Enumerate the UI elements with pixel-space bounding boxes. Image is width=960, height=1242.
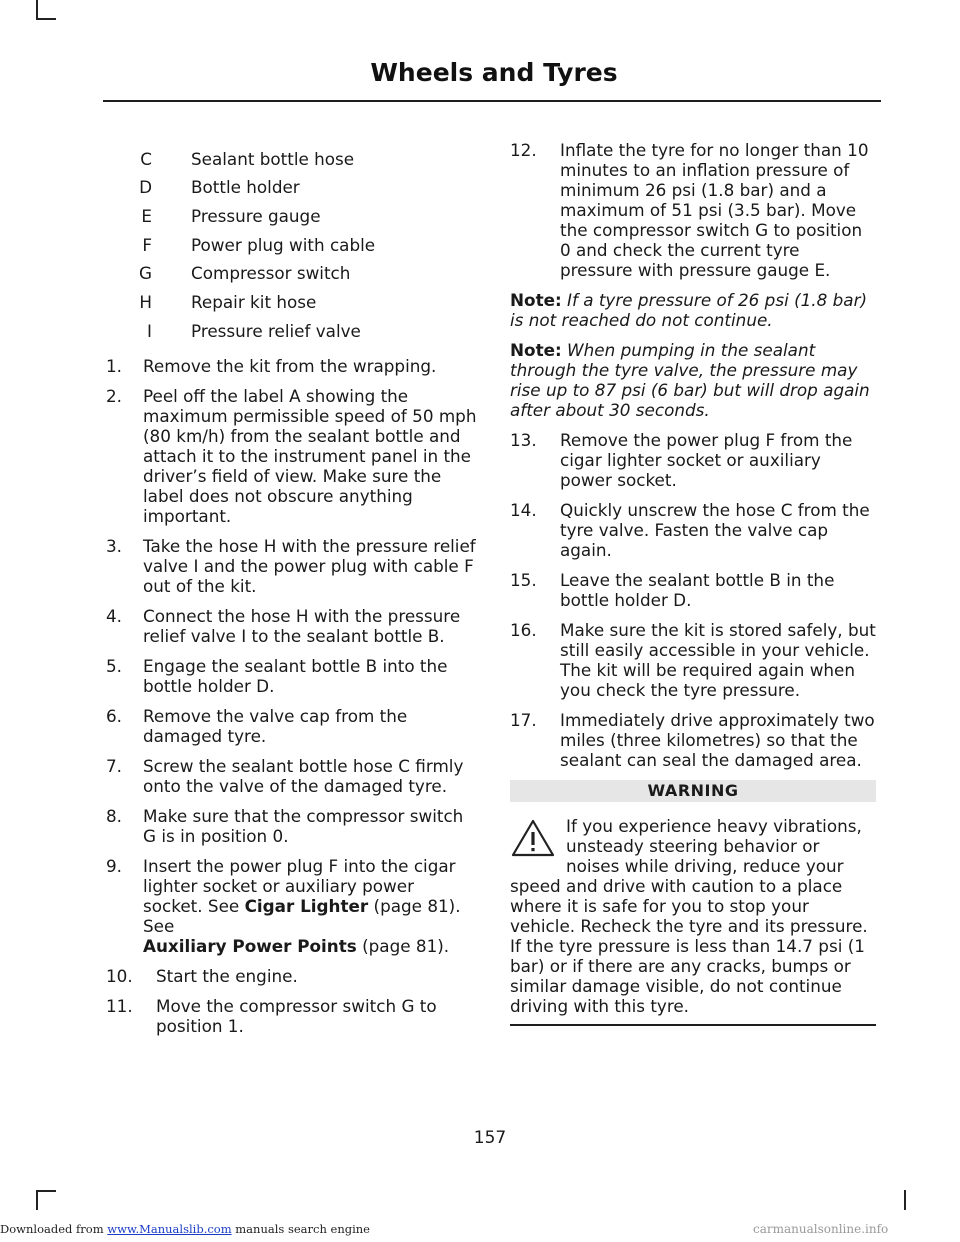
note (510, 340, 876, 420)
legend-label: Repair kit hose (191, 292, 317, 312)
page-ref: (page 81). (373, 896, 461, 916)
step-text: Engage the sealant bottle B into the bottle holder D. (143, 656, 448, 696)
crop-mark-bottom-left-h (36, 1190, 56, 1192)
step-number: 4. (106, 606, 123, 626)
instruction-step (106, 806, 478, 846)
footer-suffix: manuals search engine (235, 1222, 370, 1236)
instruction-step (510, 570, 876, 610)
download-footer (0, 1222, 370, 1236)
note-label: Note: (510, 340, 562, 360)
step-text: Screw the sealant bottle hose C firmly onto the valve of the damaged tyre. (143, 756, 464, 796)
step-number: 15. (510, 570, 537, 590)
step-text: Quickly unscrew the hose C from the tyre valve. Fasten the valve cap again. (560, 500, 870, 560)
instruction-step (106, 536, 478, 596)
crop-mark-bottom-right-v (904, 1190, 906, 1210)
step-text: Remove the kit from the wrapping. (143, 356, 437, 376)
step-number: 6. (106, 706, 123, 726)
legend-key: E (141, 206, 152, 226)
legend-key: I (147, 321, 152, 341)
step-text: Remove the power plug F from the cigar lighter socket or auxiliary power socket. (560, 430, 853, 490)
step-text-body: Insert the power plug F into the cigar lighter socket or auxiliary power socket. See (143, 856, 456, 916)
legend-key: D (139, 177, 152, 197)
step-number: 5. (106, 656, 123, 676)
step-number: 8. (106, 806, 123, 826)
auxiliary-power-points-link[interactable]: Auxiliary Power Points (143, 936, 357, 956)
legend-label: Pressure gauge (191, 206, 321, 226)
step-number: 13. (510, 430, 537, 450)
step-text: Start the engine. (156, 966, 298, 986)
cigar-lighter-link[interactable]: Cigar Lighter (244, 896, 369, 916)
instruction-step (106, 606, 478, 646)
step-text: Inflate the tyre for no longer than 10 minutes to an inflation pressure of minimum 26 psi (1.8 bar) and a maximum of 51 psi (3.5 bar). Move the compressor switch G to position 0 and check the current tyre pressure with pressure gauge E. (560, 140, 869, 280)
instruction-step (106, 386, 478, 526)
left-column (106, 356, 478, 1046)
instruction-step (106, 756, 478, 796)
footer-prefix: Downloaded from (0, 1222, 104, 1236)
step-text: Connect the hose H with the pressure relief valve I to the sealant bottle B. (143, 606, 461, 646)
page-number: 157 (473, 1128, 507, 1148)
legend-label: Power plug with cable (191, 235, 376, 255)
step-text: Leave the sealant bottle B in the bottle holder D. (560, 570, 835, 610)
step-number: 2. (106, 386, 123, 406)
crop-mark-bottom-left-v (36, 1190, 38, 1210)
legend-key: H (139, 292, 152, 312)
crop-mark-top-left-v (36, 0, 38, 20)
note-text: If a tyre pressure of 26 psi (1.8 bar) is not reached do not continue. (510, 290, 868, 330)
step-text: Make sure the kit is stored safely, but still easily accessible in your vehicle. The kit will be required again when you check the tyre pressure. (560, 620, 876, 700)
warning-box (510, 780, 876, 1026)
step-number: 10. (106, 966, 133, 986)
right-column (510, 140, 876, 1026)
section-title: Wheels and Tyres (370, 58, 618, 87)
legend-label: Compressor switch (191, 263, 351, 283)
step-number: 17. (510, 710, 537, 730)
instruction-step (510, 620, 876, 700)
instruction-step (106, 996, 478, 1036)
note (510, 290, 876, 330)
watermark-text: carmanualsonline.info (753, 1222, 889, 1236)
note-label: Note: (510, 290, 562, 310)
step-number: 12. (510, 140, 537, 160)
step-text: Peel off the label A showing the maximum permissible speed of 50 mph (80 km/h) from the sealant bottle and attach it to the instrument panel in the driver’s field of view. Make sure the label does not obscure anything important. (143, 386, 477, 526)
legend-key: C (140, 149, 152, 169)
warning-body (510, 816, 876, 1016)
see-text: See (143, 916, 175, 936)
step-number: 9. (106, 856, 123, 876)
legend-label: Sealant bottle hose (191, 149, 355, 169)
instruction-step (510, 430, 876, 490)
instruction-step (106, 856, 478, 956)
step-text: Immediately drive approximately two miles (three kilometres) so that the sealant can seal the damaged area. (560, 710, 875, 770)
step-text: Make sure that the compressor switch G is in position 0. (143, 806, 464, 846)
instruction-step (106, 706, 478, 746)
step-text (143, 856, 478, 956)
legend-label: Bottle holder (191, 177, 300, 197)
instruction-step (510, 710, 876, 770)
instruction-step (106, 356, 478, 376)
legend-key: G (138, 263, 152, 283)
step-text: Move the compressor switch G to position 1. (156, 996, 437, 1036)
manualslib-link[interactable]: www.Manualslib.com (107, 1222, 232, 1236)
warning-triangle-icon (510, 818, 556, 858)
instruction-step (106, 656, 478, 696)
instruction-step (510, 140, 876, 280)
note-text: When pumping in the sealant through the tyre valve, the pressure may rise up to 87 psi (6 bar) but will drop again after about 30 seconds. (510, 340, 870, 420)
step-number: 11. (106, 996, 133, 1016)
instruction-step (510, 500, 876, 560)
step-number: 16. (510, 620, 537, 640)
header-rule (103, 100, 881, 102)
warning-text: If you experience heavy vibrations, unsteady steering behavior or noises while driving, reduce your speed and drive with caution to a place where it is safe for you to stop your vehicle. Recheck the tyre and its pressure. If the tyre pressure is less than 14.7 psi (1 bar) or if there are any cracks, bumps or similar damage visible, do not continue driving with this tyre. (510, 816, 868, 1016)
legend-label: Pressure relief valve (191, 321, 361, 341)
legend-key: F (142, 235, 152, 255)
step-number: 14. (510, 500, 537, 520)
step-number: 1. (106, 356, 123, 376)
step-number: 7. (106, 756, 123, 776)
crop-mark-top-left-h (36, 18, 56, 20)
step-number: 3. (106, 536, 123, 556)
step-text: Remove the valve cap from the damaged tyre. (143, 706, 408, 746)
warning-end-rule (510, 1024, 876, 1026)
step-text: Take the hose H with the pressure relief valve I and the power plug with cable F out of the kit. (143, 536, 476, 596)
warning-heading: WARNING (510, 780, 876, 802)
instruction-step (106, 966, 478, 986)
page-ref: (page 81). (362, 936, 450, 956)
